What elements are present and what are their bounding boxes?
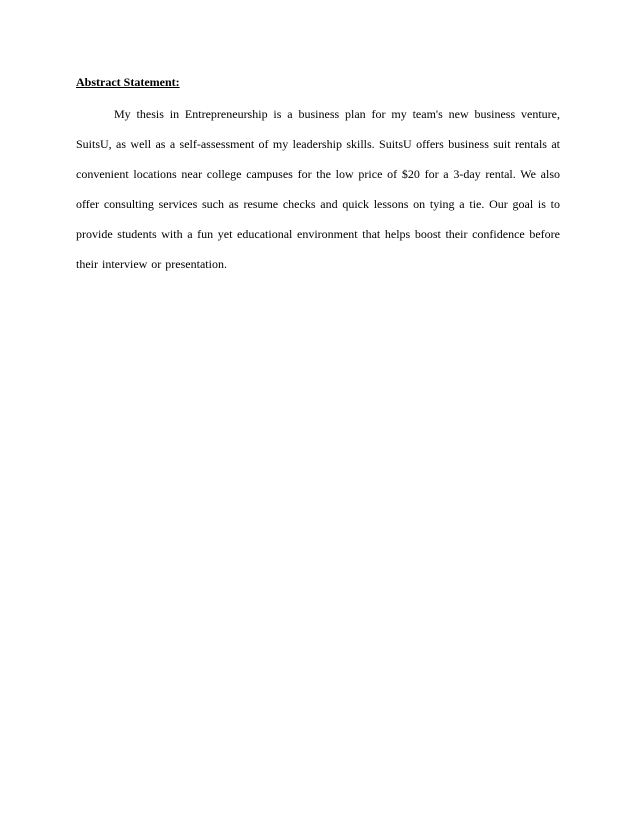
abstract-paragraph: My thesis in Entrepreneurship is a business plan for my team's new business venture, SuitsU, as well as a self-assessment of my leadership skills. SuitsU offers business suit rentals at convenient locations near college campuses for the low price of $20 for a 3-day rental. We also offer consulting services such as resume checks and quick lessons on tying a tie. Our goal is to provide students with a fun yet educational environment that helps boost their confidence before their interview or presentation. — [76, 107, 560, 271]
document-body — [76, 72, 560, 279]
section-heading: Abstract Statement: — [76, 75, 180, 89]
